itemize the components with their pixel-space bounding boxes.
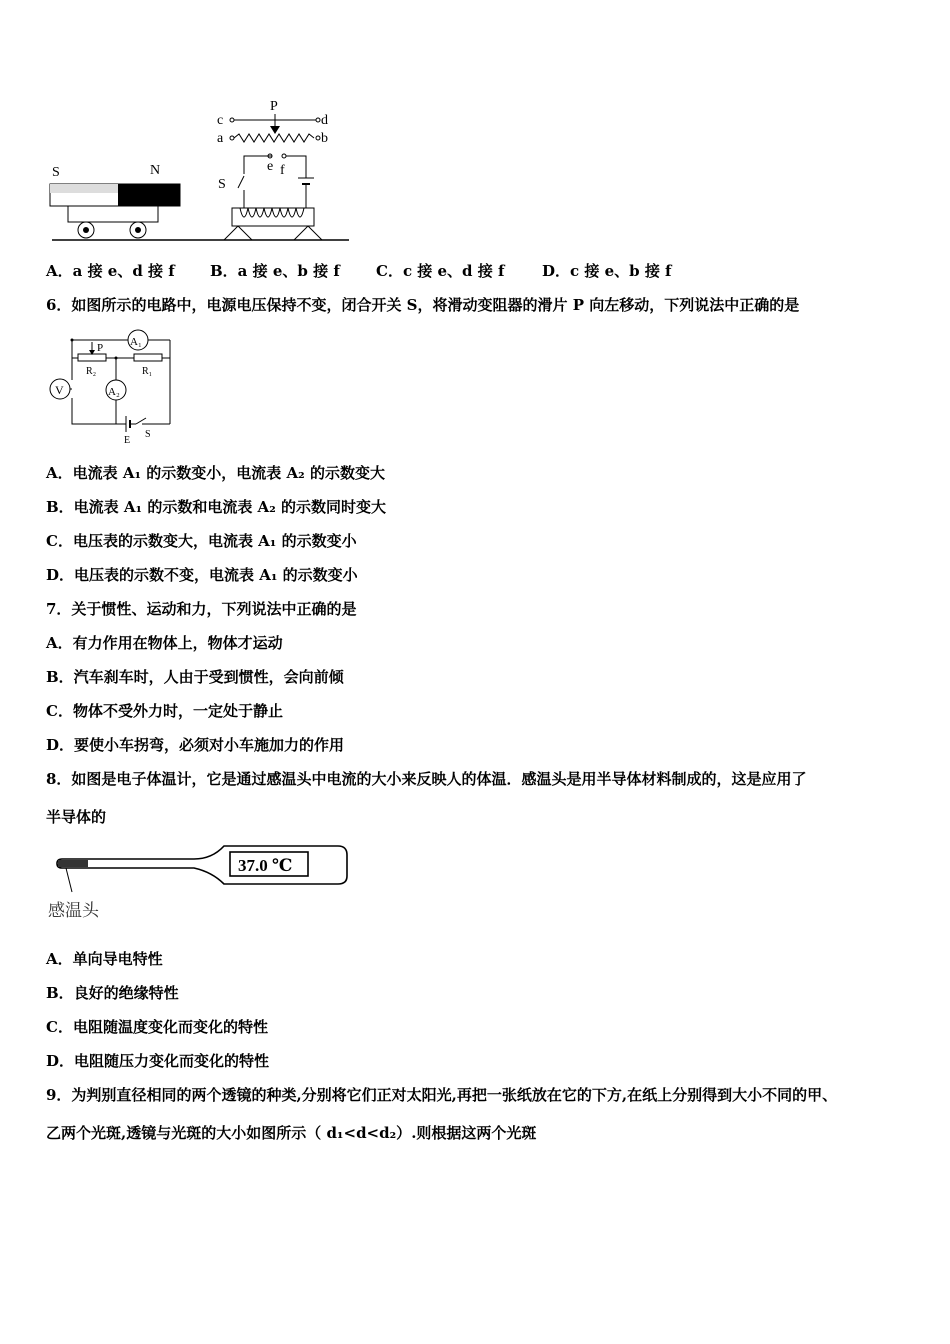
ammeter-a1-label: A₁ [130, 336, 142, 348]
q7-option-b[interactable]: B．汽车刹车时，人由于受到惯性，会向前倾 [46, 668, 344, 686]
q8-stem-line1: 8．如图是电子体温计，它是通过感温头中电流的大小来反映人的体温．感温头是用半导体材料制成的，这是应用了 [46, 770, 807, 788]
q6-option-c[interactable]: C．电压表的示数变大，电流表 A₁ 的示数变小 [46, 532, 357, 550]
q7-option-d[interactable]: D．要使小车拐弯，必须对小车施加力的作用 [46, 736, 345, 754]
q8-thermometer-figure [44, 840, 354, 924]
switch-s-label: S [218, 177, 226, 192]
q6-option-a[interactable]: A．电流表 A₁ 的示数变小，电流表 A₂ 的示数变大 [46, 464, 385, 482]
q6-option-b[interactable]: B．电流表 A₁ 的示数和电流表 A₂ 的示数同时变大 [46, 498, 386, 516]
resistor-r1 [134, 354, 162, 361]
display-reading: 37.0 ℃ [238, 856, 293, 875]
q7-option-c[interactable]: C．物体不受外力时，一定处于静止 [46, 702, 283, 720]
q6-option-d[interactable]: D．电压表的示数不变，电流表 A₁ 的示数变小 [46, 566, 358, 584]
q5-option-b[interactable]: B．a 接 e、b 接 f [210, 262, 340, 280]
magnet-s-label: S [52, 165, 60, 180]
terminal-b-label: b [321, 131, 328, 146]
terminal-a-label: a [217, 131, 224, 146]
q9-stem-line2: 乙两个光斑,透镜与光斑的大小如图所示（ d₁<d<d₂）.则根据这两个光斑 [46, 1124, 537, 1142]
q5-option-c[interactable]: C．c 接 e、d 接 f [376, 262, 505, 280]
ammeter-a2-label: A₂ [108, 386, 120, 398]
battery-e-label: E [124, 435, 131, 444]
switch-s-label: S [145, 429, 151, 440]
voltmeter-label: V [55, 383, 64, 397]
slider-p-label: P [97, 342, 104, 354]
q5-figure [44, 96, 354, 246]
q5-options [46, 261, 672, 281]
terminal-f-label: f [280, 163, 285, 178]
terminal-e-label: e [267, 159, 274, 174]
r1-label: R₁ [142, 366, 153, 377]
q8-option-b[interactable]: B．良好的绝缘特性 [46, 984, 179, 1002]
q8-option-a[interactable]: A．单向导电特性 [46, 950, 163, 968]
r2-label: R₂ [86, 366, 97, 377]
slider-p-label: P [270, 99, 278, 114]
q8-option-c[interactable]: C．电阻随温度变化而变化的特性 [46, 1018, 268, 1036]
q8-option-d[interactable]: D．电阻随压力变化而变化的特性 [46, 1052, 270, 1070]
magnet-n-pole [118, 184, 180, 206]
q5-option-d[interactable]: D．c 接 e、b 接 f [542, 262, 672, 280]
terminal-c-label: c [217, 113, 224, 128]
q9-stem-line1: 9．为判别直径相同的两个透镜的种类,分别将它们正对太阳光,再把一张纸放在它的下方,在纸上分别得到大小不同的甲、 [46, 1086, 838, 1104]
magnet-n-label: N [150, 163, 161, 178]
q7-stem: 7．关于惯性、运动和力，下列说法中正确的是 [46, 600, 357, 618]
probe-tip [58, 860, 88, 867]
probe-label: 感温头 [48, 901, 99, 920]
q6-circuit-figure [46, 326, 186, 444]
cart-body [68, 206, 158, 222]
q7-option-a[interactable]: A．有力作用在物体上，物体才运动 [46, 634, 283, 652]
terminal-d-label: d [321, 113, 328, 128]
q8-stem-line2: 半导体的 [46, 808, 107, 826]
resistor-r2 [78, 354, 106, 361]
q5-option-a[interactable]: A．a 接 e、d 接 f [46, 262, 175, 280]
q6-stem: 6．如图所示的电路中，电源电压保持不变，闭合开关 S，将滑动变阻器的滑片 P 向左移动，下列说法中正确的是 [46, 296, 800, 314]
